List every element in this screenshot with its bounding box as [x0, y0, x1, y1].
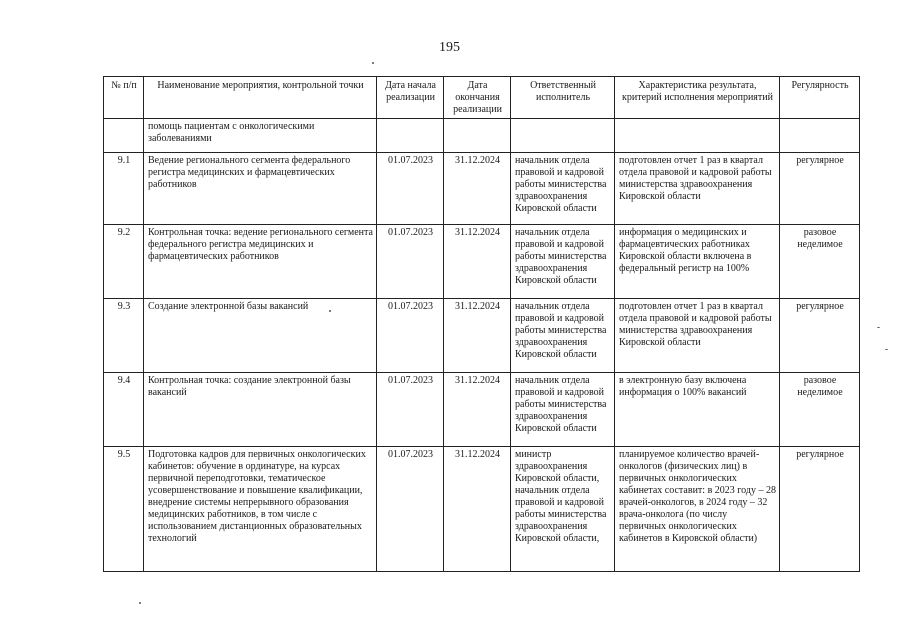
table-row-continuation: [104, 119, 860, 153]
header-responsible: Ответственный исполнитель: [511, 77, 615, 119]
page-number: 195: [439, 40, 460, 55]
cell-end: 31.12.2024: [444, 373, 511, 447]
cell-regularity: регулярное: [780, 153, 860, 225]
cell-num: 9.5: [104, 447, 144, 572]
cell-result: информация о медицинских и фармацевтических работниках Кировской области включена в федеральный регистр на 100%: [615, 225, 780, 299]
cell-num: 9.2: [104, 225, 144, 299]
cell-end: [444, 119, 511, 153]
cell-start: 01.07.2023: [377, 373, 444, 447]
cell-num: [104, 119, 144, 153]
cell-responsible: начальник отдела правовой и кадровой работы министерства здравоохранения Кировской области: [511, 153, 615, 225]
cell-result: в электронную базу включена информация о 100% вакансий: [615, 373, 780, 447]
header-regularity: Регулярность: [780, 77, 860, 119]
table-row: [104, 299, 860, 373]
cell-result: планируемое количество врачей-онкологов (физических лиц) в первичных онкологических кабинетах составит: в 2023 году – 28 врачей-онкологов, в 2024 году – 32 врача-онколога (по числу первичных онкологических кабинетов в Кировской области): [615, 447, 780, 572]
cell-start: 01.07.2023: [377, 299, 444, 373]
header-end-date: Дата окончания реализации: [444, 77, 511, 119]
cell-regularity: [780, 119, 860, 153]
cell-regularity: разовое неделимое: [780, 225, 860, 299]
table-row: [104, 225, 860, 299]
cell-responsible: начальник отдела правовой и кадровой работы министерства здравоохранения Кировской области: [511, 225, 615, 299]
scan-speck: [329, 310, 331, 312]
cell-end: 31.12.2024: [444, 299, 511, 373]
cell-name: Контрольная точка: ведение регионального сегмента федерального регистра медицинских и фармацевтических работников: [144, 225, 377, 299]
cell-regularity: регулярное: [780, 447, 860, 572]
cell-responsible: начальник отдела правовой и кадровой работы министерства здравоохранения Кировской области: [511, 299, 615, 373]
cell-result: [615, 119, 780, 153]
scan-speck: [372, 62, 374, 64]
cell-start: 01.07.2023: [377, 225, 444, 299]
header-result: Характеристика результата, критерий исполнения мероприятий: [615, 77, 780, 119]
table-row: [104, 447, 860, 572]
table-header-row: [104, 77, 860, 119]
scan-speck: [139, 602, 141, 604]
cell-name: Ведение регионального сегмента федерального регистра медицинских и фармацевтических работников: [144, 153, 377, 225]
header-start-date: Дата начала реализации: [377, 77, 444, 119]
cell-num: 9.3: [104, 299, 144, 373]
cell-num: 9.1: [104, 153, 144, 225]
cell-end: 31.12.2024: [444, 153, 511, 225]
cell-name: Подготовка кадров для первичных онкологических кабинетов: обучение в ординатуре, на курсах первичной переподготовки, тематическое усовершенствование и повышение квалификации, внедрение системы непрерывного образования медицинских работников, в том числе с использованием дистанционных образовательных технологий: [144, 447, 377, 572]
cell-name: Контрольная точка: создание электронной базы вакансий: [144, 373, 377, 447]
header-num: № п/п: [104, 77, 144, 119]
table-row: [104, 153, 860, 225]
cell-responsible: министр здравоохранения Кировской области, начальник отдела правовой и кадровой работы министерства здравоохранения Кировской области,: [511, 447, 615, 572]
cell-end: 31.12.2024: [444, 225, 511, 299]
cell-name: помощь пациентам с онкологическими заболеваниями: [144, 119, 377, 153]
cell-end: 31.12.2024: [444, 447, 511, 572]
cell-result: подготовлен отчет 1 раз в квартал отдела правовой и кадровой работы министерства здравоохранения Кировской области: [615, 299, 780, 373]
cell-responsible: начальник отдела правовой и кадровой работы министерства здравоохранения Кировской области: [511, 373, 615, 447]
scan-speck: [877, 327, 880, 328]
cell-result: подготовлен отчет 1 раз в квартал отдела правовой и кадровой работы министерства здравоохранения Кировской области: [615, 153, 780, 225]
scan-speck: [885, 349, 888, 350]
cell-start: 01.07.2023: [377, 153, 444, 225]
activities-table: [103, 76, 860, 572]
cell-name: Создание электронной базы вакансий: [144, 299, 377, 373]
cell-regularity: регулярное: [780, 299, 860, 373]
cell-regularity: разовое неделимое: [780, 373, 860, 447]
header-name: Наименование мероприятия, контрольной точки: [144, 77, 377, 119]
cell-start: 01.07.2023: [377, 447, 444, 572]
cell-start: [377, 119, 444, 153]
table-row: [104, 373, 860, 447]
cell-num: 9.4: [104, 373, 144, 447]
cell-responsible: [511, 119, 615, 153]
